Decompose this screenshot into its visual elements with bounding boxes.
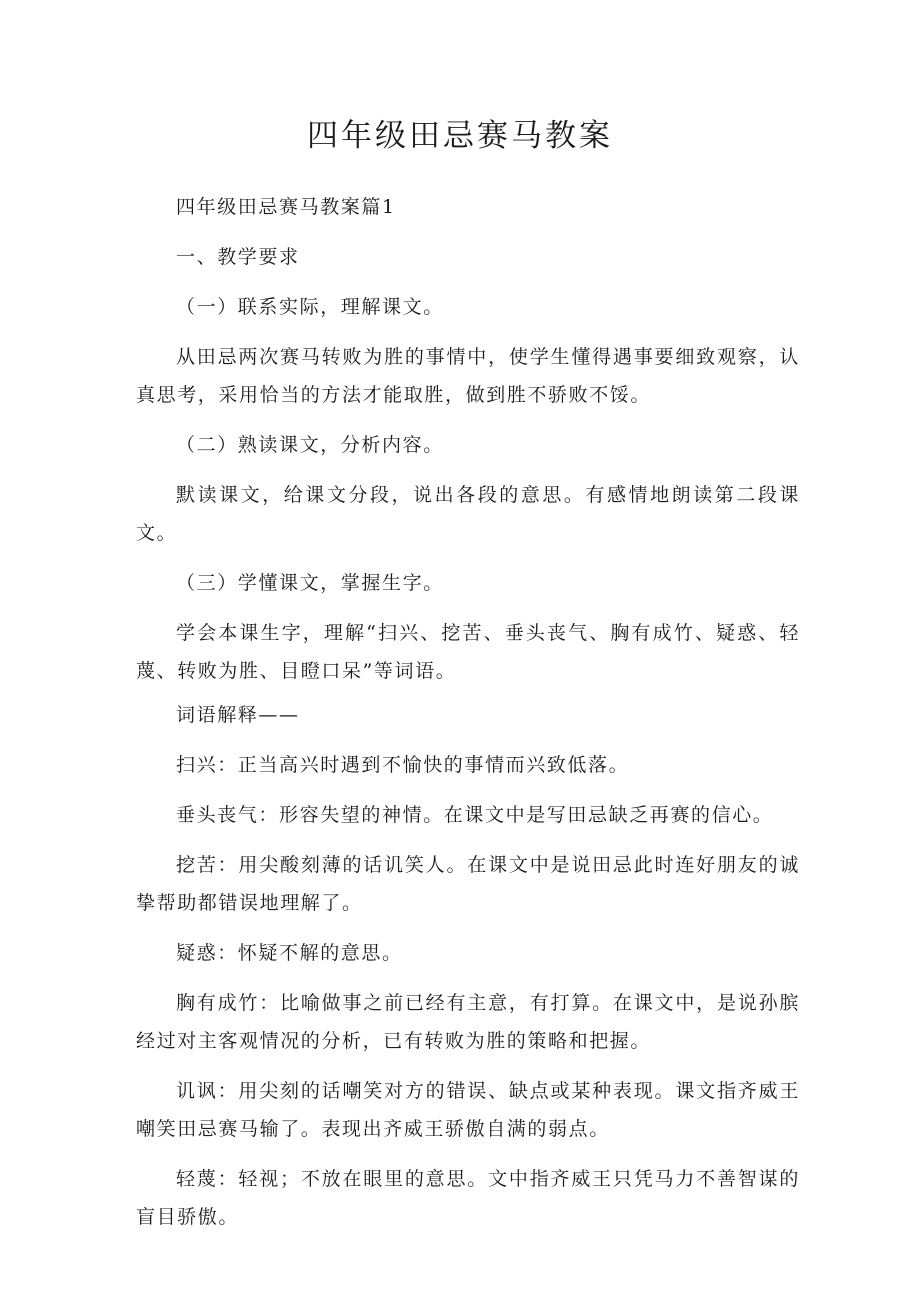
glossary-entry: 疑惑：怀疑不解的意思。 [176,942,403,964]
document-body [136,188,800,1236]
subheading-2: （二）熟读课文，分析内容。 [176,434,444,456]
glossary-entry: 胸有成竹：比喻做事之前已经有主意，有打算。在课文中，是说孙膑经过对主客观情况的分析，已有转败为胜的策略和把握。 [136,992,800,1052]
heading-teaching-requirements: 一、教学要求 [176,246,300,268]
subheading-3: （三）学懂课文，掌握生字。 [176,572,444,594]
glossary-entry: 轻蔑：轻视；不放在眼里的意思。文中指齐威王只凭马力不善智谋的盲目骄傲。 [136,1168,800,1228]
glossary-heading: 词语解释—— [176,704,300,726]
glossary-entry: 讥讽：用尖刻的话嘲笑对方的错误、缺点或某种表现。课文指齐威王嘲笑田忌赛马输了。表现出齐威王骄傲自满的弱点。 [136,1080,800,1140]
glossary-entry: 垂头丧气：形容失望的神情。在课文中是写田忌缺乏再赛的信心。 [176,804,774,826]
glossary-entry: 挖苦：用尖酸刻薄的话讥笑人。在课文中是说田忌此时连好朋友的诚挚帮助都错误地理解了。 [136,854,800,914]
document-title: 四年级田忌赛马教案 [307,118,613,154]
paragraph: 从田忌两次赛马转败为胜的事情中，使学生懂得遇事要细致观察，认真思考，采用恰当的方法才能取胜，做到胜不骄败不馁。 [136,346,800,406]
paragraph: 默读课文，给课文分段，说出各段的意思。有感情地朗读第二段课文。 [136,484,800,544]
paragraph: 学会本课生字，理解“扫兴、挖苦、垂头丧气、胸有成竹、疑惑、轻蔑、转败为胜、目瞪口呆”等词语。 [136,622,800,682]
subheading-1: （一）联系实际，理解课文。 [176,296,444,318]
section-heading: 四年级田忌赛马教案篇1 [176,196,396,218]
glossary-entry: 扫兴：正当高兴时遇到不愉快的事情而兴致低落。 [176,754,630,776]
